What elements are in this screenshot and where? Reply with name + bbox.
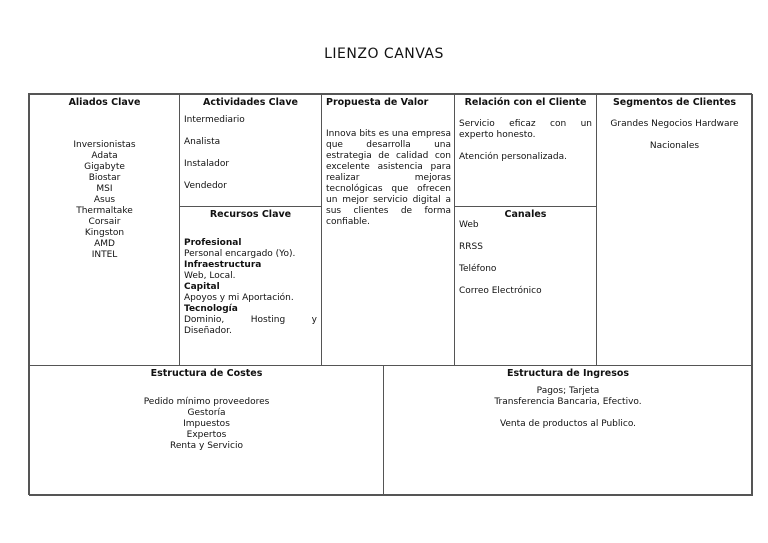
resource-title: Tecnología [184, 304, 238, 314]
key-partners-block [29, 94, 180, 366]
list-item: Asus [93, 195, 116, 205]
list-item: Web [459, 220, 479, 230]
resource-title: Infraestructura [184, 260, 262, 270]
list-item: INTEL [91, 250, 118, 260]
list-item: Inversionistas [73, 140, 136, 150]
page-title: LIENZO CANVAS [324, 46, 444, 62]
value-proposition-block [321, 94, 455, 366]
list-item: Teléfono [459, 264, 497, 274]
list-item: Gigabyte [84, 162, 125, 172]
list-item: Transferencia Bancaria, Efectivo. [494, 397, 642, 407]
list-item: Adata [91, 151, 118, 161]
resource-title: Capital [184, 282, 220, 292]
channels-header: Canales [504, 209, 547, 220]
list-item: Kingston [84, 228, 125, 238]
key-partners-header: Aliados Clave [68, 97, 141, 108]
list-item: Renta y Servicio [170, 441, 243, 451]
key-resources-block [179, 206, 322, 366]
value-proposition-text: Innova bits es una empresa que desarrolla una estrategia de calidad con excelente asistencia para realizar mejoras tecnológicas que ofrecen un mejor servicio digital a sus clientes de forma confiable. [326, 129, 451, 227]
list-item: Instalador [184, 159, 230, 169]
resource-text: Dominio, Hosting y [184, 315, 317, 325]
resource-text: Apoyos y mi Aportación. [184, 293, 294, 303]
list-item: AMD [94, 239, 115, 249]
list-item [384, 408, 752, 419]
customer-segments-block [596, 94, 753, 366]
revenue-streams-block [383, 365, 753, 496]
key-activities-header: Actividades Clave [203, 97, 298, 108]
list-item: Thermaltake [76, 206, 133, 216]
resource-text: Personal encargado (Yo). [184, 249, 296, 259]
channels-block [454, 206, 597, 366]
key-partners-list [30, 140, 179, 261]
cost-structure-header: Estructura de Costes [150, 368, 263, 379]
value-proposition-header: Propuesta de Valor [326, 97, 429, 108]
list-item: Analista [184, 137, 221, 147]
customer-relationships-header: Relación con el Cliente [464, 97, 587, 108]
list-item: Correo Electrónico [459, 286, 542, 296]
list-item: Vendedor [184, 181, 227, 191]
list-item: RRSS [459, 242, 483, 252]
key-resources-header: Recursos Clave [209, 209, 292, 220]
key-activities-block [179, 94, 322, 207]
customer-relationships-block [454, 94, 597, 207]
list-item: Venta de productos al Publico. [499, 419, 637, 429]
resource-text: Diseñador. [184, 326, 232, 336]
list-item: Grandes Negocios Hardware [610, 119, 739, 129]
list-item: Pedido mínimo proveedores [143, 397, 270, 407]
list-item: Impuestos [183, 419, 230, 429]
relationship-item: Atención personalizada. [459, 152, 567, 162]
cost-structure-block [29, 365, 384, 496]
list-item: Corsair [88, 217, 121, 227]
business-model-canvas [28, 93, 752, 495]
list-item: Gestoría [187, 408, 226, 418]
list-item: Expertos [186, 430, 227, 440]
resource-title: Profesional [184, 238, 242, 248]
revenue-streams-header: Estructura de Ingresos [506, 368, 630, 379]
customer-segments-header: Segmentos de Clientes [612, 97, 737, 108]
list-item: MSI [96, 184, 113, 194]
list-item: Biostar [88, 173, 121, 183]
list-item: Intermediario [184, 115, 245, 125]
list-item: Pagos; Tarjeta [536, 386, 600, 396]
resource-text: Web, Local. [184, 271, 236, 281]
list-item: Nacionales [649, 141, 700, 151]
relationship-item: Servicio eficaz con un experto honesto. [459, 119, 592, 140]
